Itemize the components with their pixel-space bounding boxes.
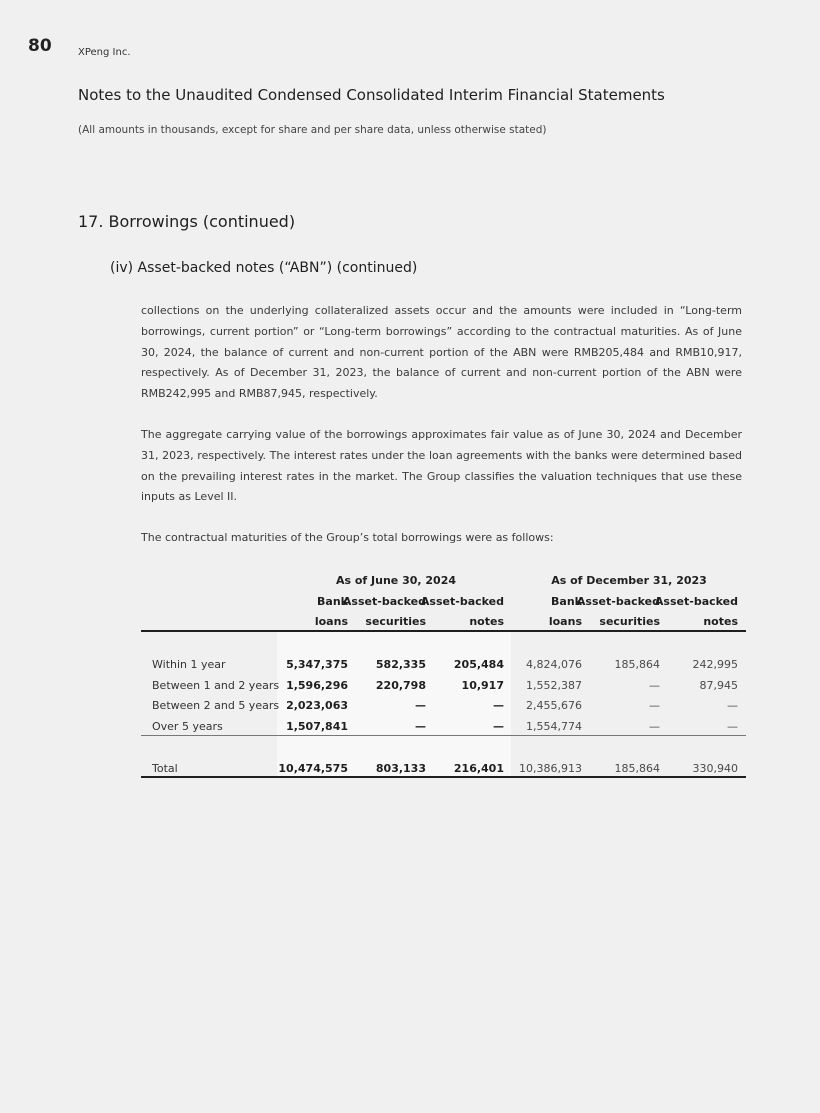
table-cell: 1,554,774 [526,720,582,733]
table-cell: — [727,699,738,712]
row-label-between-1-and-2-years: Between 1 and 2 years [152,679,280,692]
table-cell: 5,347,375 [286,658,348,671]
table-cell: 1,507,841 [286,720,348,733]
table-cell: — [493,720,504,733]
col-header-abn-2023: Asset-backed [654,595,738,608]
table-top-rule [141,630,746,632]
table-cell: 185,864 [614,658,660,671]
table-cell: 4,824,076 [526,658,582,671]
paragraph-maturities-intro: The contractual maturities of the Group’s total borrowings were as follows: [141,531,554,544]
table-cell: — [649,720,660,733]
row-label-within-1-year: Within 1 year [152,658,226,671]
row-label-total: Total [152,762,178,775]
total-cell: 10,386,913 [519,762,582,775]
group-header-june-2024: As of June 30, 2024 [335,574,457,587]
table-cell: 1,596,296 [286,679,348,692]
table-cell: — [727,720,738,733]
group-header-dec-2023: As of December 31, 2023 [551,574,707,587]
col-subheader-abn-2024: notes [469,615,504,628]
row-label-between-2-and-5-years: Between 2 and 5 years [152,699,280,712]
table-cell: — [649,679,660,692]
table-cell: 87,945 [699,679,738,692]
maturities-table [141,570,746,790]
total-cell: 803,133 [375,762,426,775]
table-cell: 10,917 [461,679,504,692]
col-subheader-bank-loans-2024: loans [314,615,348,628]
table-subtotal-rule [141,735,746,736]
col-header-abs-2024: Asset-backed [342,595,426,608]
subsection-heading: (iv) Asset-backed notes (“ABN”) (continued) [110,260,418,276]
row-label-over-5-years: Over 5 years [152,720,223,733]
section-heading: 17. Borrowings (continued) [78,212,296,231]
total-cell: 185,864 [614,762,660,775]
table-cell: 582,335 [375,658,426,671]
table-cell: — [415,720,426,733]
col-subheader-bank-loans-2023: loans [548,615,582,628]
total-cell: 216,401 [453,762,504,775]
page-number: 80 [28,36,52,56]
col-header-abn-2024: Asset-backed [420,595,504,608]
table-cell: — [649,699,660,712]
col-subheader-abs-2023: securities [599,615,660,628]
document-title: Notes to the Unaudited Condensed Consolidated Interim Financial Statements [78,86,665,104]
table-cell: 2,455,676 [526,699,582,712]
company-name: XPeng Inc. [78,47,131,58]
document-subtitle: (All amounts in thousands, except for share and per share data, unless otherwise stated) [78,124,547,136]
col-header-bank-loans-2023: Bank [551,595,582,608]
table-cell: 205,484 [453,658,504,671]
table-cell: 2,023,063 [286,699,348,712]
table-cell: 220,798 [375,679,426,692]
total-cell: 330,940 [692,762,738,775]
col-subheader-abn-2023: notes [703,615,738,628]
col-header-abs-2023: Asset-backed [576,595,660,608]
table-cell: — [415,699,426,712]
paragraph-fair-value: The aggregate carrying value of the borrowings approximates fair value as of June 30, 2024 and December 31, 2023, respectively. The interest rates under the loan agreements with the banks were determined based on the prevailing interest rates in the market. The Group classifies the valuation techniques that use these inputs as Level II. [141,428,742,504]
col-header-bank-loans-2024: Bank [317,595,348,608]
col-subheader-abs-2024: securities [365,615,426,628]
paragraph-abn-collections: collections on the underlying collateralized assets occur and the amounts were included in “Long-term borrowings, current portion” or “Long-term borrowings” according to the contractual maturities. As of June 30, 2024, the balance of current and non-current portion of the ABN were RMB205,484 and RMB10,917, respectively. As of December 31, 2023, the balance of current and non-current portion of the ABN were RMB242,995 and RMB87,945, respectively. [141,304,742,401]
table-cell: — [493,699,504,712]
table-cell: 242,995 [692,658,738,671]
total-cell: 10,474,575 [278,762,348,775]
table-cell: 1,552,387 [526,679,582,692]
table-bottom-rule [141,776,746,778]
